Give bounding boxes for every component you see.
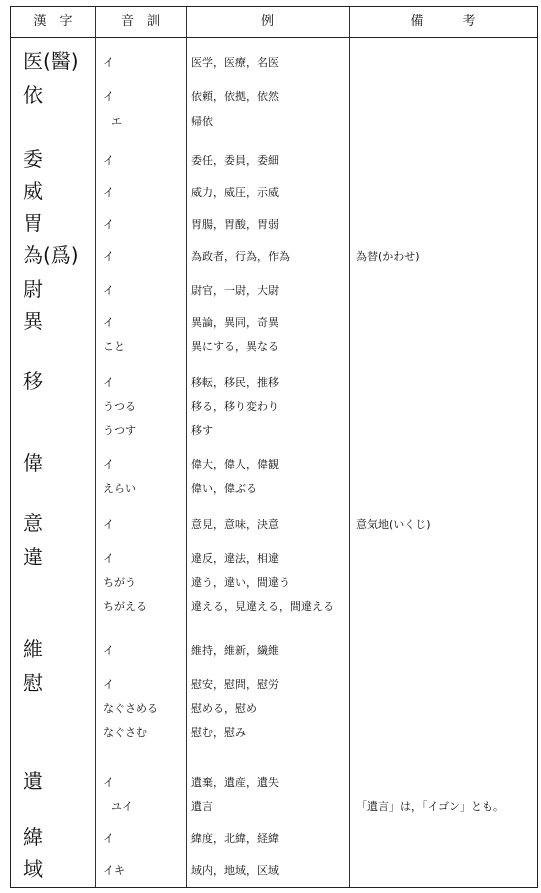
remark-text: 「遺言」は，「イゴン」とも。 [356,800,505,813]
example-text: 遺棄，遺産，遺失 [191,776,279,789]
example-text: 意見，意味，決意 [191,518,279,531]
kanji-entry: 維 [23,637,43,661]
example-text: 為政者，行為，作為 [191,250,290,263]
header-kanji: 漢 字 [33,14,73,29]
kanji-entry: 移 [23,369,43,393]
reading-text: こと [103,340,125,353]
example-text: 移す [191,424,213,437]
reading-text: イ [103,90,114,103]
example-text: 維持，維新，繊維 [191,644,279,657]
example-text: 移る，移り変わり [191,400,279,413]
column-divider [349,7,350,887]
reading-text: イ [103,644,114,657]
reading-text: イ [103,678,114,691]
example-text: 医学，医療，名医 [191,56,279,69]
reading-text: ユイ [111,800,133,813]
kanji-entry: 為(爲) [23,243,79,267]
example-text: 依頼，依拠，依然 [191,90,279,103]
reading-text: イ [103,218,114,231]
kanji-entry: 違 [23,545,43,569]
remark-text: 意気地(いくじ) [356,518,431,531]
header-remarks: 備 考 [410,14,476,29]
reading-text: イ [103,316,114,329]
kanji-entry: 緯 [23,825,43,849]
reading-text: イキ [103,864,125,877]
joyo-kanji-table [10,6,538,888]
reading-text: なぐさむ [103,726,147,739]
example-text: 移転，移民，推移 [191,376,279,389]
example-text: 緯度，北緯，経緯 [191,832,279,845]
example-text: 威力，威圧，示威 [191,186,279,199]
reading-text: イ [103,376,114,389]
column-divider [95,7,96,887]
reading-text: えらい [103,482,136,495]
reading-text: イ [103,776,114,789]
kanji-entry: 尉 [23,277,43,301]
example-text: 委任，委員，委細 [191,154,279,167]
example-text: 域内，地域，区域 [191,864,279,877]
kanji-entry: 異 [23,309,43,333]
kanji-entry: 委 [23,147,43,171]
reading-text: イ [103,56,114,69]
reading-text: うつる [103,400,136,413]
kanji-entry: 依 [23,83,43,107]
reading-text: イ [103,284,114,297]
kanji-entry: 医(醫) [23,49,79,73]
reading-text: エ [111,115,122,128]
header-example: 例 [260,14,274,29]
example-text: 遺言 [191,800,213,813]
example-text: 尉官，一尉，大尉 [191,284,279,297]
example-text: 偉大，偉人，偉観 [191,458,279,471]
header-reading: 音 訓 [120,14,160,29]
kanji-entry: 威 [23,179,43,203]
example-text: 慰める，慰め [191,702,257,715]
example-text: 異論，異同，奇異 [191,316,279,329]
kanji-entry: 偉 [23,451,43,475]
reading-text: ちがう [103,576,136,589]
kanji-entry: 胃 [23,211,43,235]
example-text: 偉い，偉ぶる [191,482,257,495]
reading-text: イ [103,518,114,531]
example-text: 違う，違い，間違う [191,576,290,589]
reading-text: イ [103,832,114,845]
example-text: 違える，見違える，間違える [191,600,334,613]
example-text: 慰安，慰問，慰労 [191,678,279,691]
example-text: 帰依 [191,115,213,128]
example-text: 違反，違法，相違 [191,552,279,565]
reading-text: イ [103,458,114,471]
kanji-entry: 域 [23,857,43,881]
reading-text: イ [103,186,114,199]
example-text: 異にする，異なる [191,340,279,353]
reading-text: うつす [103,424,136,437]
kanji-entry: 意 [23,511,43,535]
kanji-entry: 遺 [23,769,43,793]
remark-text: 為替(かわせ) [356,250,420,263]
kanji-entry: 慰 [23,671,43,695]
reading-text: イ [103,154,114,167]
reading-text: イ [103,552,114,565]
example-text: 慰む，慰み [191,726,246,739]
example-text: 胃腸，胃酸，胃弱 [191,218,279,231]
reading-text: イ [103,250,114,263]
column-divider [186,7,187,887]
reading-text: なぐさめる [103,702,158,715]
reading-text: ちがえる [103,600,147,613]
header-divider [11,37,537,38]
